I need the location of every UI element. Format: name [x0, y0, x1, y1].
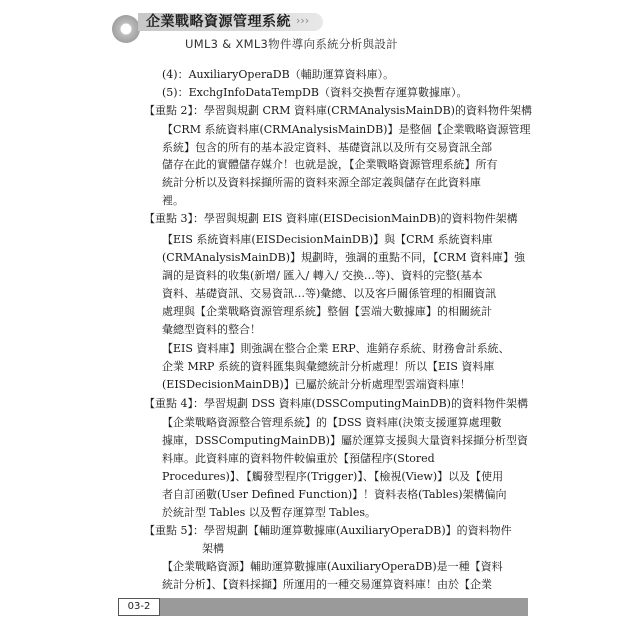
paragraph-line: 儲存在此的實體儲存媒介！也就是說，【企業戰略資源管理系統】所有 [162, 158, 498, 171]
header-disc-icon [112, 15, 140, 43]
section-heading: 【重點 4】：學習規劃 DSS 資料庫(DSSComputingMainDB)的資料物件架構 [144, 397, 528, 410]
book-title: 企業戰略資源管理系統 [146, 14, 291, 30]
list-item: (4)：AuxiliaryOperaDB（輔助運算資料庫）。 [162, 68, 395, 81]
paragraph-line: 【EIS 資料庫】則強調在整合企業 ERP、進銷存系統、財務會計系統、 [162, 342, 510, 355]
paragraph-line: 料庫。此資料庫的資料物件較偏重於【預儲程序(Stored [162, 452, 435, 465]
paragraph-line: 統計分析以及資料採擷所需的資料來源全部定義與儲存在此資料庫 [162, 176, 481, 189]
paragraph-line: 調的是資料的收集(新增/ 匯入/ 轉入/ 交換…等)、資料的完整(基本 [162, 269, 483, 282]
paragraph-line: 【企業戰略資源整合管理系統】的【DSS 資料庫(決策支援運算處理數 [162, 416, 502, 429]
paragraph-line: 於統計型 Tables 以及暫存運算型 Tables。 [162, 506, 376, 519]
paragraph-line: 【企業戰略資源】輔助運算數據庫(AuxiliaryOperaDB)是一種【資料 [162, 560, 503, 573]
footer-bar [160, 598, 528, 616]
section-heading: 【重點 3】：學習與規劃 EIS 資料庫(EISDecisionMainDB)的資料物件架構 [144, 212, 518, 225]
paragraph-line: 【EIS 系統資料庫(EISDecisionMainDB)】與【CRM 系統資料庫 [162, 233, 493, 246]
paragraph-line: 裡。 [162, 194, 184, 207]
list-item: (5)：ExchgInfoDataTempDB（資料交換暫存運算數據庫）。 [162, 86, 468, 99]
paragraph-line: Procedures)】、【觸發型程序(Trigger)】、【檢視(View)】以及【使用 [162, 470, 504, 483]
paragraph-line: 企業 MRP 系統的資料匯集與彙總統計分析處理！所以【EIS 資料庫 [162, 360, 495, 373]
paragraph-line: 【CRM 系統資料庫(CRMAnalysisMainDB)】是整個【企業戰略資源管理 [162, 123, 531, 136]
paragraph-line: (EISDecisionMainDB)】已屬於統計分析處理型雲端資料庫！ [162, 378, 471, 391]
paragraph-line: 處理與【企業戰略資源管理系統】整個【雲端大數據庫】的相關統計 [162, 305, 492, 318]
chevron-arrows-icon: ››› [296, 14, 310, 27]
paragraph-line: 彙總型資料的整合！ [162, 323, 261, 336]
paragraph-line: 者自訂函數(User Defined Function)】！資料表格(Tables)架構偏向 [162, 488, 507, 501]
section-heading: 【重點 5】：學習規劃【輔助運算數據庫(AuxiliaryOperaDB)】的資料物件 [144, 524, 512, 537]
paragraph-line: 據庫，DSSComputingMainDB)】屬於運算支援與大量資料採擷分析型資 [162, 434, 528, 447]
section-heading: 【重點 2】：學習與規劃 CRM 資料庫(CRMAnalysisMainDB)的資料物件架構 [144, 104, 532, 117]
page-number: 03-2 [118, 598, 160, 616]
page-header [0, 0, 640, 60]
paragraph-line: 資料、基礎資訊、交易資訊…等)彙總、以及客戶關係管理的相關資訊 [162, 287, 497, 300]
paragraph-line: 系統】包含的所有的基本設定資料、基礎資訊以及所有交易資訊全部 [162, 141, 492, 154]
paragraph-line: (CRMAnalysisMainDB)】規劃時，強調的重點不同，【CRM 資料庫】強 [162, 251, 525, 264]
paragraph-line: 統計分析】、【資料採擷】所運用的一種交易運算資料庫！由於【企業 [162, 578, 492, 591]
section-heading-continued: 架構 [202, 542, 224, 555]
book-subtitle: UML3 & XML3物件導向系統分析與設計 [185, 37, 398, 51]
